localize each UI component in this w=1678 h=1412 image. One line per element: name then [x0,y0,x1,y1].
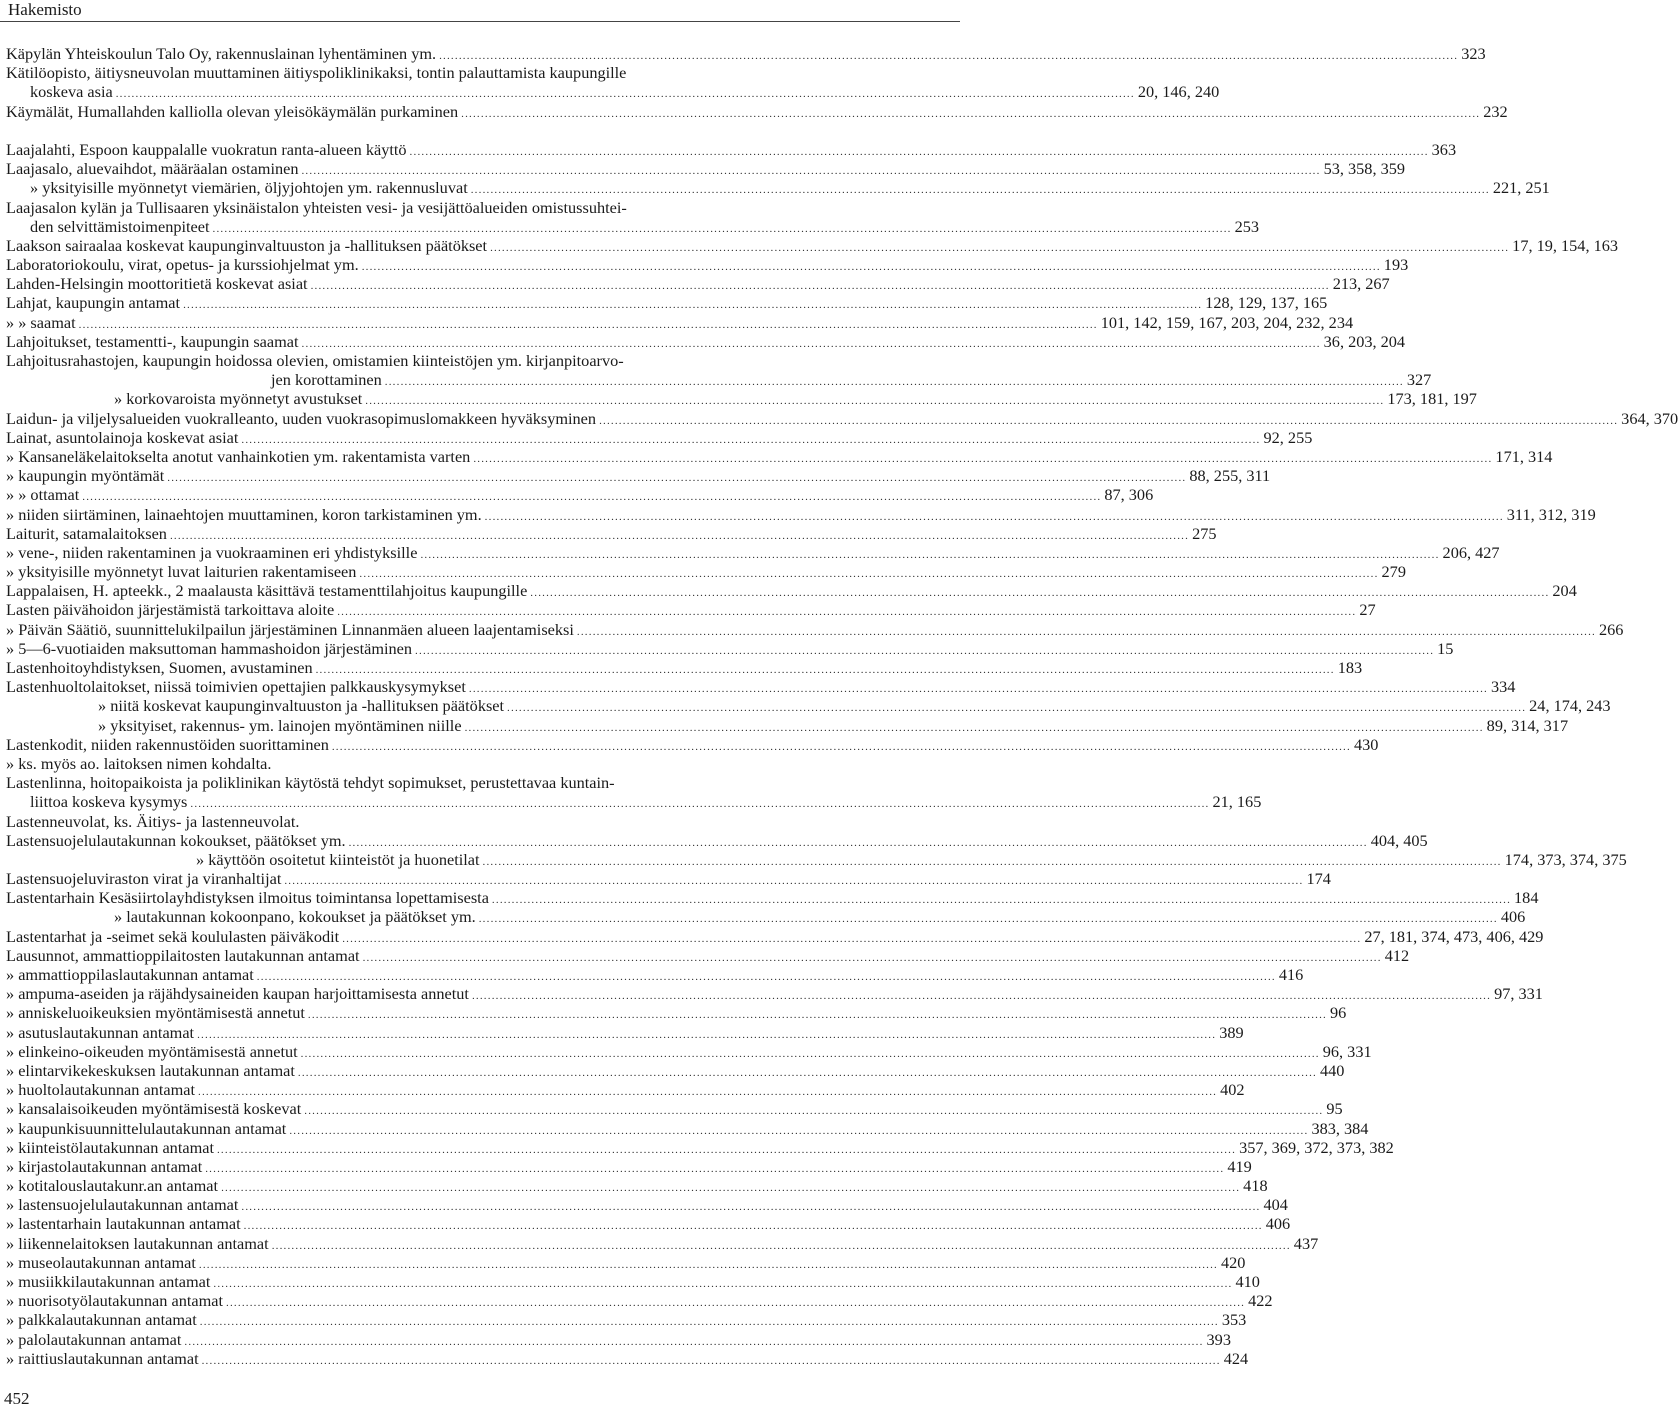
entry-pages: 416 [1278,965,1304,984]
index-entry [6,82,1220,102]
entry-text: » lastensuojelulautakunnan antamat [6,1195,239,1215]
index-entry [6,370,1432,390]
index-entry [6,255,1409,275]
entry-text: Lastenneuvolat, ks. Äitiys- ja lastenneuvolat. [6,811,300,831]
entry-text: » lautakunnan kokoonpano, kokoukset ja päätökset ym. [114,907,476,927]
entry-pages: 21, 165 [1212,792,1262,812]
index-entry [6,1003,1347,1023]
entry-pages: 173, 181, 197 [1387,389,1477,409]
index-entry [6,1176,1268,1196]
dot-leader [183,296,1202,315]
dot-leader [167,469,1186,488]
dot-leader [485,508,1504,527]
entry-text: Lastenhoitoyhdistyksen, Suomen, avustaminen [6,658,313,677]
entry-text: » kiinteistölautakunnan antamat [6,1137,214,1157]
index-entry [6,1080,1245,1100]
entry-text: Lastensuojeluviraston virat ja viranhaltijat [6,869,282,889]
entry-pages: 53, 358, 359 [1323,159,1405,179]
entry-pages: 323 [1461,44,1486,63]
entry-text: Lasten päivähoidon järjestämistä tarkoittava aloite [6,600,335,620]
index-entry [6,888,1539,908]
index-entry [6,773,898,792]
entry-text: » elintarvikekeskuksen lautakunnan antamat [6,1060,295,1080]
dot-leader [190,795,1209,814]
entry-pages: 363 [1431,139,1457,159]
index-entry [6,926,1544,946]
index-entry [6,446,1553,466]
entry-text: » ampuma-aseiden ja räjähdysaineiden kaupan harjoittamisesta annetut [6,984,469,1004]
index-entry [6,734,1379,754]
entry-text: » Kansaneläkelaitokselta anotut vanhainkotien ym. rakentamista varten [6,446,471,466]
page-number: 452 [4,1389,30,1408]
dot-leader [221,1179,1240,1198]
index-entry [6,677,1516,697]
entry-text: den selvittämistoimenpiteet [30,216,210,236]
dot-leader [410,143,1429,162]
entry-text: Lappalaisen, H. apteekk., 2 maalausta käsittävä testamenttilahjoitus kaupungille [6,581,528,601]
dot-leader [213,1275,1232,1294]
entry-pages: 89, 314, 317 [1486,715,1569,735]
index-entry [6,216,1260,236]
dot-leader [308,1006,1327,1025]
index-entry [6,638,1454,658]
entry-pages: 206, 427 [1442,542,1500,562]
entry-text: » vene-, niiden rakentaminen ja vuokraaminen eri yhdistyksille [6,542,418,562]
dot-leader [483,853,1502,872]
entry-text: » asutuslautakunnan antamat [6,1022,195,1042]
index-entry [6,542,1500,562]
entry-text: » yksityisille myönnetyt luvat laiturien rakentamiseen [6,562,357,582]
dot-leader [244,1217,1263,1236]
entry-pages: 327 [1406,370,1432,390]
entry-text: Laidun- ja viljelysalueiden vuokralleanto, uuden vuokrasopimuslomakkeen hyväksyminen [6,408,597,428]
dot-leader [490,239,1509,258]
entry-pages: 17, 19, 154, 163 [1512,235,1618,255]
entry-text: » 5—6-vuotiaiden maksuttoman hammashoidon järjestäminen [6,638,413,658]
dot-leader [272,1237,1291,1256]
entry-pages: 27, 181, 374, 473, 406, 429 [1364,926,1544,946]
entry-text: » palkkalautakunnan antamat [6,1310,197,1330]
index-entry [6,1272,1260,1291]
index-entry [6,658,1363,677]
entry-text: » yksityisille myönnetyt viemärien, öljyjohtojen ym. rakennusluvat [30,178,468,198]
index-list [6,44,1678,1368]
entry-text: » kirjastolautakunnan antamat [6,1156,203,1176]
index-entry [6,1329,1231,1349]
entry-text: Lastensuojelulautakunnan kokoukset, päätökset ym. [6,830,346,850]
entry-pages: 389 [1219,1022,1244,1042]
index-entry [6,44,1486,63]
entry-text: » raittiuslautakunnan antamat [6,1348,199,1368]
entry-text: koskeva asia [30,82,113,102]
entry-pages: 334 [1490,677,1516,697]
entry-pages: 96, 331 [1322,1041,1372,1061]
entry-pages: 184 [1514,888,1539,908]
entry-pages: 253 [1234,216,1260,236]
entry-text: Lainat, asuntolainoja koskevat asiat [6,427,239,447]
index-entry [6,1233,1319,1253]
dot-leader [217,1141,1236,1160]
entry-pages: 174, 373, 374, 375 [1504,849,1627,869]
entry-text: » kotitalouslautakunr.an antamat [6,1176,219,1196]
index-entry [6,830,1428,850]
dot-leader [304,1102,1323,1121]
dot-leader [473,450,1492,469]
entry-pages: 101, 142, 159, 167, 203, 204, 232, 234 [1100,312,1354,332]
entry-text: » yksityiset, rakennus- ym. lainojen myöntäminen niille [98,715,462,735]
entry-pages: 183 [1337,658,1363,677]
entry-text: Laakson sairaalaa koskevat kaupunginvaltuuston ja -hallituksen päätökset [6,235,488,255]
entry-text: Käymälät, Humallahden kalliolla olevan yleisökäymälän purkaminen [6,101,459,121]
index-entry [6,619,1624,639]
entry-pages: 410 [1235,1272,1260,1291]
index-entry [6,1022,1244,1042]
index-entry [6,792,1262,812]
index-entry [6,1041,1372,1061]
entry-text: Lastentarhat ja -seimet sekä koululasten päiväkodit [6,926,340,946]
index-entry [6,715,1569,735]
entry-pages: 406 [1500,907,1526,927]
entry-text: » käyttöön osoitetut kiinteistöt ja huonetilat [196,849,480,869]
index-entry [6,408,1678,428]
entry-pages: 402 [1220,1080,1245,1100]
index-entry [6,1099,1343,1119]
dot-leader [332,738,1351,757]
entry-pages: 357, 369, 372, 373, 382 [1239,1137,1394,1157]
entry-pages: 20, 146, 240 [1137,82,1220,102]
dot-leader [301,1045,1320,1064]
entry-pages: 171, 314 [1495,446,1553,466]
index-entry [6,1214,1291,1234]
dot-leader [507,699,1526,718]
entry-pages: 174 [1306,869,1331,889]
index-entry [6,869,1331,889]
entry-pages: 412 [1384,945,1410,965]
entry-pages: 87, 306 [1104,485,1154,505]
entry-text: » » saamat [6,312,76,332]
entry-pages: 404 [1263,1195,1288,1215]
index-entry [6,139,1457,159]
index-entry [6,523,1217,543]
index-entry [6,965,1304,984]
entry-text: » musiikkilautakunnan antamat [6,1272,211,1291]
dot-leader [492,891,1511,910]
entry-text: Käpylän Yhteiskoulun Talo Oy, rakennuslainan lyhentäminen ym. [6,44,437,63]
index-entry [6,1348,1249,1368]
entry-pages: 404, 405 [1370,830,1428,850]
entry-text: liittoa koskeva kysymys [30,792,188,812]
entry-pages: 279 [1381,562,1406,582]
index-entry [6,1195,1288,1215]
entry-text: Laajalahti, Espoon kauppalalle vuokratun ranta-alueen käyttö [6,139,407,159]
entry-text: Lastenkodit, niiden rakennustöiden suorittaminen [6,734,329,754]
dot-leader [469,680,1488,699]
dot-leader [289,1122,1308,1141]
index-entry [6,600,1376,620]
page-header: Hakemisto [8,0,82,19]
entry-text: » huoltolautakunnan antamat [6,1080,195,1100]
entry-text: Lahjoitukset, testamentti-, kaupungin saamat [6,331,299,351]
index-entry [6,427,1313,447]
entry-pages: 424 [1223,1348,1249,1368]
entry-text: Kätilöopisto, äitiysneuvolan muuttaminen äitiyspoliklinikaksi, tontin palauttamista kaupungille [6,63,627,83]
entry-pages: 420 [1221,1252,1246,1272]
index-entry [6,331,1406,351]
index-entry [6,984,1543,1004]
entry-text: » niiden siirtäminen, lainaehtojen muuttaminen, koron tarkistaminen ym. [6,504,482,524]
entry-text: » » ottamat [6,485,80,505]
index-entry [6,907,1526,927]
index-entry [6,562,1406,582]
entry-text: » palolautakunnan antamat [6,1329,182,1349]
dot-leader [316,661,1335,680]
dot-leader [530,584,1549,603]
entry-pages: 96 [1330,1003,1347,1023]
dot-leader [202,1352,1221,1371]
dot-leader [199,1256,1218,1275]
index-entry [6,504,1596,524]
index-entry [6,101,1508,121]
entry-pages: 422 [1248,1291,1273,1311]
entry-text: » ks. myös ao. laitoksen nimen kohdalta. [6,753,272,773]
entry-text: » ammattioppilaslautakunnan antamat [6,965,254,984]
entry-text: » anniskeluoikeuksien myöntämisestä annetut [6,1003,305,1023]
entry-pages: 193 [1383,255,1409,275]
dot-leader [241,1198,1260,1217]
entry-pages: 36, 203, 204 [1323,331,1406,351]
entry-text: Lahjat, kaupungin antamat [6,293,181,313]
index-entry [6,1060,1345,1080]
dot-leader [184,1333,1203,1352]
entry-text: Lausunnot, ammattioppilaitosten lautakunnan antamat [6,945,360,965]
entry-pages: 88, 255, 311 [1189,466,1271,486]
index-entry [6,274,1390,294]
dot-leader [311,277,1330,296]
dot-leader [349,834,1368,853]
entry-pages: 15 [1437,638,1454,658]
index-entry [6,849,1627,869]
entry-text: » kaupunkisuunnittelulautakunnan antamat [6,1118,287,1138]
entry-text: Lastenlinna, hoitopaikoista ja poliklinikan käytöstä tehdyt sopimukset, perustettavaa kuntain- [6,773,615,793]
index-entry [6,312,1354,332]
entry-pages: 128, 129, 137, 165 [1205,293,1328,313]
index-entry [6,159,1405,179]
index-entry [6,1291,1273,1311]
entry-text: Lastentarhain Kesäsiirtolayhdistyksen ilmoitus toimintansa lopettamisesta [6,888,489,908]
entry-text: » Päivän Säätiö, suunnittelukilpailun järjestäminen Linnanmäen alueen laajentamiseksi [6,619,574,639]
entry-pages: 92, 255 [1263,427,1313,447]
entry-pages: 27 [1359,600,1376,620]
entry-pages: 353 [1221,1310,1247,1330]
dot-leader [415,642,1434,661]
index-entry [6,581,1577,601]
index-entry [6,1310,1247,1330]
index-entry [6,1137,1394,1157]
index-entry [6,235,1618,255]
entry-text: » liikennelaitoksen lautakunnan antamat [6,1233,269,1253]
entry-text: » niitä koskevat kaupunginvaltuuston ja -hallituksen päätökset [98,696,505,716]
dot-leader [479,910,1498,929]
entry-text: » museolautakunnan antamat [6,1252,196,1272]
entry-pages: 393 [1206,1329,1231,1349]
index-entry [6,696,1611,716]
entry-pages: 97, 331 [1494,984,1543,1004]
dot-leader [198,1083,1217,1102]
dot-leader [385,373,1404,392]
entry-pages: 221, 251 [1492,178,1550,198]
entry-pages: 311, 312, 319 [1506,504,1596,524]
entry-text: jen korottaminen [271,370,382,390]
entry-text: » kaupungin myöntämät [6,466,165,486]
dot-leader [599,412,1618,431]
entry-pages: 266 [1599,619,1624,639]
header-rule [0,21,960,22]
entry-text: Lastenhuoltolaitokset, niissä toimivien opettajien palkkauskysymykset [6,677,466,697]
dot-leader [362,258,1381,277]
entry-pages: 275 [1192,523,1217,543]
index-entry [6,178,1550,198]
dot-leader [342,930,1361,949]
entry-text: Lahjoitusrahastojen, kaupungin hoidossa olevien, omistamien kiinteistöjen ym. kirjanpitoarvo- [6,351,624,370]
entry-pages: 232 [1483,101,1508,121]
index-entry [6,1118,1369,1138]
index-entry [6,1156,1252,1176]
index-entry [6,1252,1246,1272]
entry-text: Laajasalo, aluevaihdot, määräalan ostaminen [6,159,299,179]
entry-text: Laajasalon kylän ja Tullisaaren yksinäistalon yhteisten vesi- ja vesijättöalueiden omistussuhtei- [6,197,627,217]
entry-pages: 406 [1265,1214,1291,1234]
entry-pages: 383, 384 [1311,1118,1369,1138]
index-entry [6,485,1154,505]
entry-pages: 418 [1243,1176,1268,1196]
entry-text: » korkovaroista myönnetyt avustukset [114,389,363,409]
dot-leader [226,1294,1245,1313]
dot-leader [200,1313,1219,1332]
entry-pages: 437 [1293,1233,1319,1253]
entry-pages: 440 [1320,1060,1345,1080]
entry-text: Laiturit, satamalaitoksen [6,523,167,543]
index-entry [6,293,1328,313]
dot-leader [465,719,1484,738]
entry-pages: 419 [1227,1156,1252,1176]
entry-pages: 204 [1552,581,1577,601]
dot-leader [298,1064,1317,1083]
entry-pages: 213, 267 [1332,274,1390,294]
dot-leader [197,1026,1216,1045]
entry-text: » elinkeino-oikeuden myöntämisestä annetut [6,1041,298,1061]
entry-pages: 430 [1353,734,1379,754]
entry-text: Laboratoriokoulu, virat, opetus- ja kurssiohjelmat ym. [6,255,359,275]
entry-text: Lahden-Helsingin moottoritietä koskevat asiat [6,274,308,294]
index-entry [6,466,1271,486]
entry-pages: 364, 370 [1621,408,1678,428]
index-entry [6,945,1410,965]
index-entry [6,389,1477,409]
entry-pages: 95 [1326,1099,1343,1119]
dot-leader [420,546,1439,565]
entry-text: » lastentarhain lautakunnan antamat [6,1214,241,1234]
entry-text: » kansalaisoikeuden myöntämisestä koskevat [6,1099,302,1119]
dot-leader [205,1160,1224,1179]
entry-text: » nuorisotyölautakunnan antamat [6,1291,224,1311]
dot-leader [363,949,1382,968]
dot-leader [461,105,1480,124]
entry-pages: 24, 174, 243 [1529,696,1611,716]
